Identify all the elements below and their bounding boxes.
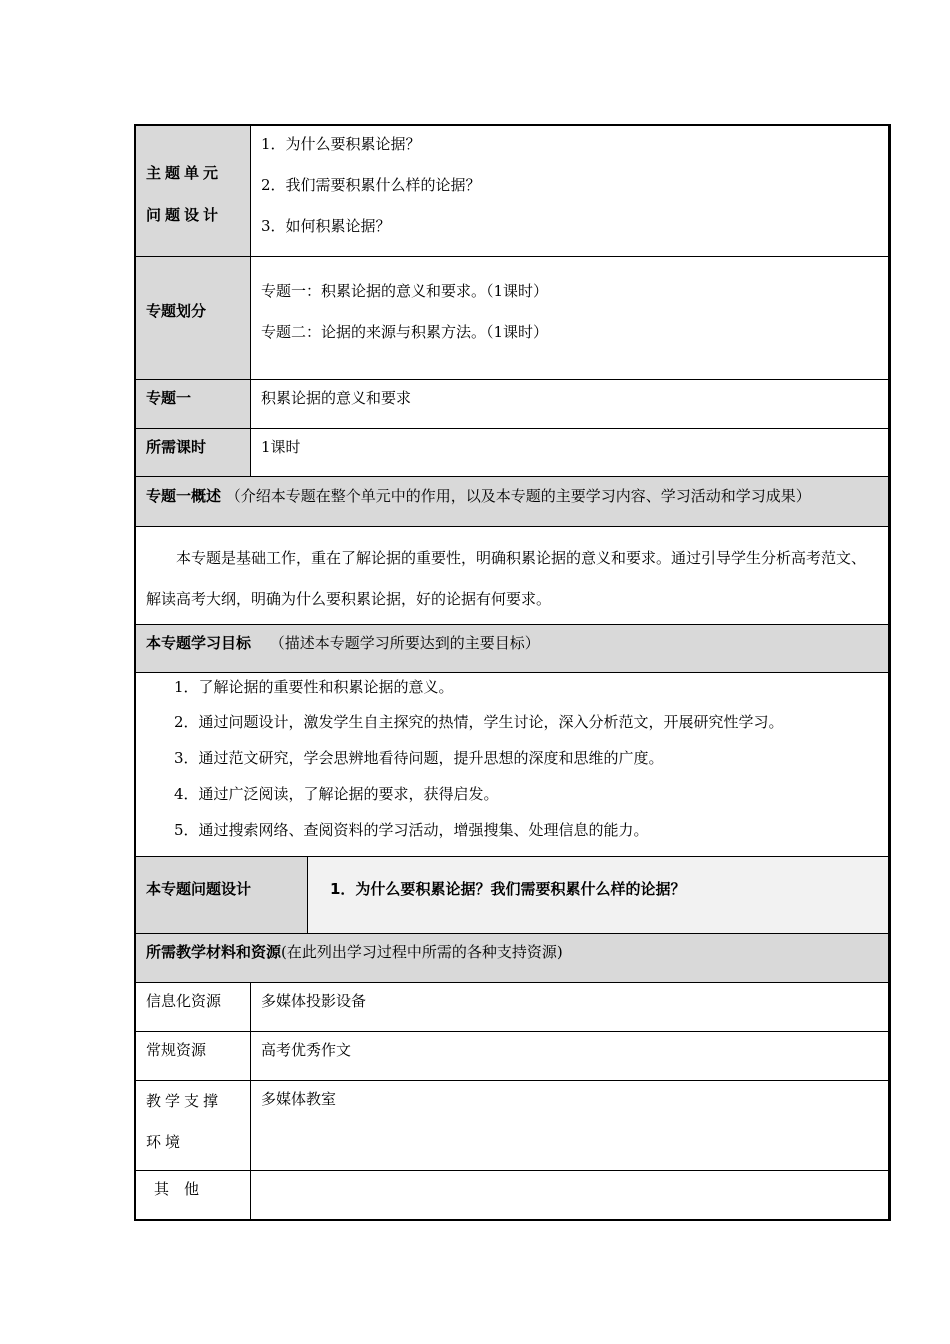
row-overview-body [136,527,888,625]
goal-item: 5．通过搜索网络、查阅资料的学习活动，增强搜集、处理信息的能力。 [174,821,649,839]
label-other: 其 他 [136,1171,251,1219]
row-regular-resources [136,1032,888,1081]
overview-note: （介绍本专题在整个单元中的作用，以及本专题的主要学习内容、学习活动和学习成果） [225,487,811,505]
theme-questions-list [251,126,888,256]
topic-division-item: 专题一：积累论据的意义和要求。（1课时） [261,282,549,300]
row-hours [136,429,888,477]
label-topic-division: 专题划分 [136,257,251,379]
goals-header [136,625,888,672]
theme-question-item: 2．我们需要积累什么样的论据？ [261,176,481,194]
resources-title: 所需教学材料和资源 [146,943,282,961]
row-topic-one [136,380,888,429]
goals-title: 本专题学习目标 [146,634,252,652]
resources-note: (在此列出学习过程中所需的各种支持资源) [281,943,563,961]
theme-question-item: 1．为什么要积累论据？ [261,135,421,153]
goal-item: 1．了解论据的重要性和积累论据的意义。 [174,678,454,696]
lesson-plan-table [134,124,891,1221]
row-question-design [136,857,888,934]
goals-list [136,673,888,856]
resources-header [136,934,888,982]
row-info-resources [136,983,888,1032]
row-overview-header [136,477,888,527]
label-regular-resources: 常规资源 [136,1032,251,1080]
label-theme-questions: 主题单元问题设计 [136,126,251,256]
row-environment [136,1081,888,1171]
goal-item: 4．通过广泛阅读，了解论据的要求，获得启发。 [174,785,499,803]
topic-one-value: 积累论据的意义和要求 [261,389,412,407]
overview-title: 专题一概述 [146,487,222,505]
label-hours: 所需课时 [136,429,251,476]
row-topic-division [136,257,888,380]
question-design-value: 1．为什么要积累论据？我们需要积累什么样的论据？ [308,857,888,933]
regular-resources-value: 高考优秀作文 [261,1041,352,1059]
hours-value: 1课时 [261,438,301,456]
overview-header [136,477,888,526]
info-resources-value: 多媒体投影设备 [261,992,367,1010]
label-question-design: 本专题问题设计 [136,857,308,933]
overview-body: 本专题是基础工作，重在了解论据的重要性，明确积累论据的意义和要求。通过引导学生分析高考范文、解读高考大纲，明确为什么要积累论据，好的论据有何要求。 [146,549,867,608]
theme-question-item: 3．如何积累论据？ [261,217,391,235]
other-value [251,1171,888,1219]
row-resources-header [136,934,888,983]
environment-value: 多媒体教室 [261,1090,337,1108]
goals-note: （描述本专题学习所要达到的主要目标） [269,634,540,652]
row-theme-questions [136,126,888,257]
row-goals-list [136,673,888,857]
label-topic-one: 专题一 [136,380,251,428]
label-environment: 教学支撑环境 [136,1081,251,1170]
topic-division-item: 专题二：论据的来源与积累方法。（1课时） [261,323,549,341]
goal-item: 3．通过范文研究，学会思辨地看待问题，提升思想的深度和思维的广度。 [174,749,664,767]
topic-division-list [251,257,888,379]
label-info-resources: 信息化资源 [136,983,251,1031]
row-other [136,1171,888,1219]
row-goals-header [136,625,888,673]
goal-item: 2．通过问题设计，激发学生自主探究的热情，学生讨论，深入分析范文，开展研究性学习。 [174,713,784,731]
